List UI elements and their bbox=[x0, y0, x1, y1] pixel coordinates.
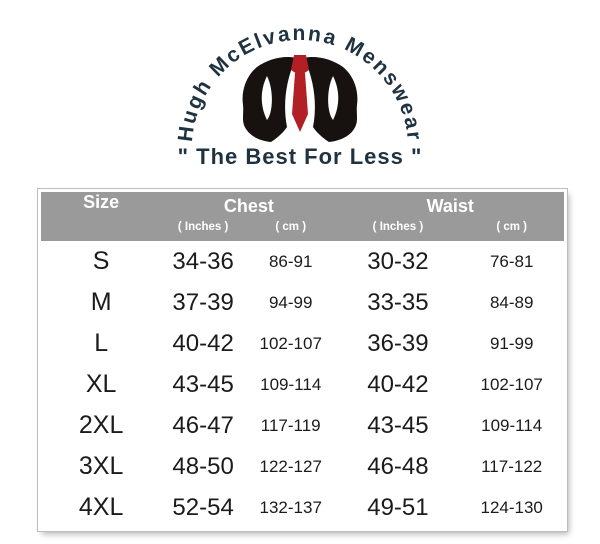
size-chart-container bbox=[37, 188, 568, 532]
chest-inches-cell: 40-42 bbox=[172, 329, 234, 357]
chest-cm-cell: 122-127 bbox=[259, 456, 322, 476]
waist-cm-cell: 109-114 bbox=[481, 415, 543, 435]
col-subheader-chest-inches: ( Inches ) bbox=[161, 221, 245, 241]
header-row-groups bbox=[41, 192, 564, 221]
size-cell: 2XL bbox=[78, 411, 124, 439]
waist-cm-cell: 117-122 bbox=[481, 456, 543, 476]
table-row bbox=[41, 364, 564, 405]
chest-cm-cell: 86-91 bbox=[268, 251, 313, 271]
tie-body bbox=[292, 73, 308, 132]
waist-inches-cell: 33-35 bbox=[367, 288, 429, 316]
chest-cm-cell: 94-99 bbox=[268, 292, 313, 312]
waist-inches-cell: 49-51 bbox=[367, 493, 429, 521]
waist-cm-cell: 102-107 bbox=[480, 374, 543, 394]
waist-cm-cell: 84-89 bbox=[489, 292, 534, 312]
waist-cm-cell: 124-130 bbox=[480, 497, 543, 517]
chest-inches-cell: 34-36 bbox=[172, 247, 234, 275]
table-row bbox=[41, 323, 564, 364]
size-cell: 4XL bbox=[78, 493, 124, 521]
table-row bbox=[41, 405, 564, 446]
waist-cm-cell: 91-99 bbox=[489, 333, 534, 353]
waist-inches-cell: 40-42 bbox=[367, 370, 429, 398]
col-header-waist: Waist bbox=[336, 192, 564, 221]
chest-cm-cell: 109-114 bbox=[260, 374, 322, 394]
waist-inches-cell: 43-45 bbox=[367, 411, 429, 439]
brand-logo bbox=[0, 0, 600, 184]
chest-inches-cell: 52-54 bbox=[172, 493, 234, 521]
size-cell: S bbox=[92, 247, 110, 275]
col-header-chest: Chest bbox=[161, 192, 336, 221]
table-row bbox=[41, 487, 564, 528]
suit-jacket-icon bbox=[243, 55, 358, 142]
size-chart-table bbox=[41, 192, 564, 528]
chest-inches-cell: 48-50 bbox=[172, 452, 234, 480]
waist-inches-cell: 36-39 bbox=[367, 329, 429, 357]
table-row bbox=[41, 282, 564, 323]
size-cell: M bbox=[90, 288, 112, 316]
size-cell: XL bbox=[85, 370, 117, 398]
waist-cm-cell: 76-81 bbox=[489, 251, 534, 271]
brand-name-arc-text: Hugh McElvanna Menswear bbox=[173, 21, 426, 143]
table-row bbox=[41, 241, 564, 282]
table-header bbox=[41, 192, 564, 241]
chest-cm-cell: 132-137 bbox=[259, 497, 322, 517]
waist-inches-cell: 46-48 bbox=[367, 452, 429, 480]
tie-knot bbox=[291, 55, 309, 76]
chest-inches-cell: 37-39 bbox=[172, 288, 234, 316]
col-subheader-waist-cm: ( cm ) bbox=[459, 221, 564, 241]
table-row bbox=[41, 446, 564, 487]
chest-inches-cell: 46-47 bbox=[172, 411, 234, 439]
size-cell: L bbox=[94, 329, 109, 357]
chest-cm-cell: 102-107 bbox=[259, 333, 322, 353]
table-body bbox=[41, 241, 564, 528]
col-subheader-chest-cm: ( cm ) bbox=[245, 221, 337, 241]
chest-inches-cell: 43-45 bbox=[172, 370, 234, 398]
chest-cm-cell: 117-119 bbox=[260, 415, 321, 435]
col-subheader-waist-inches: ( Inches ) bbox=[336, 221, 459, 241]
col-header-size: Size bbox=[41, 192, 161, 241]
waist-inches-cell: 30-32 bbox=[367, 247, 429, 275]
brand-logo-svg bbox=[0, 0, 600, 184]
brand-tagline: " The Best For Less " bbox=[177, 144, 423, 169]
size-cell: 3XL bbox=[78, 452, 124, 480]
